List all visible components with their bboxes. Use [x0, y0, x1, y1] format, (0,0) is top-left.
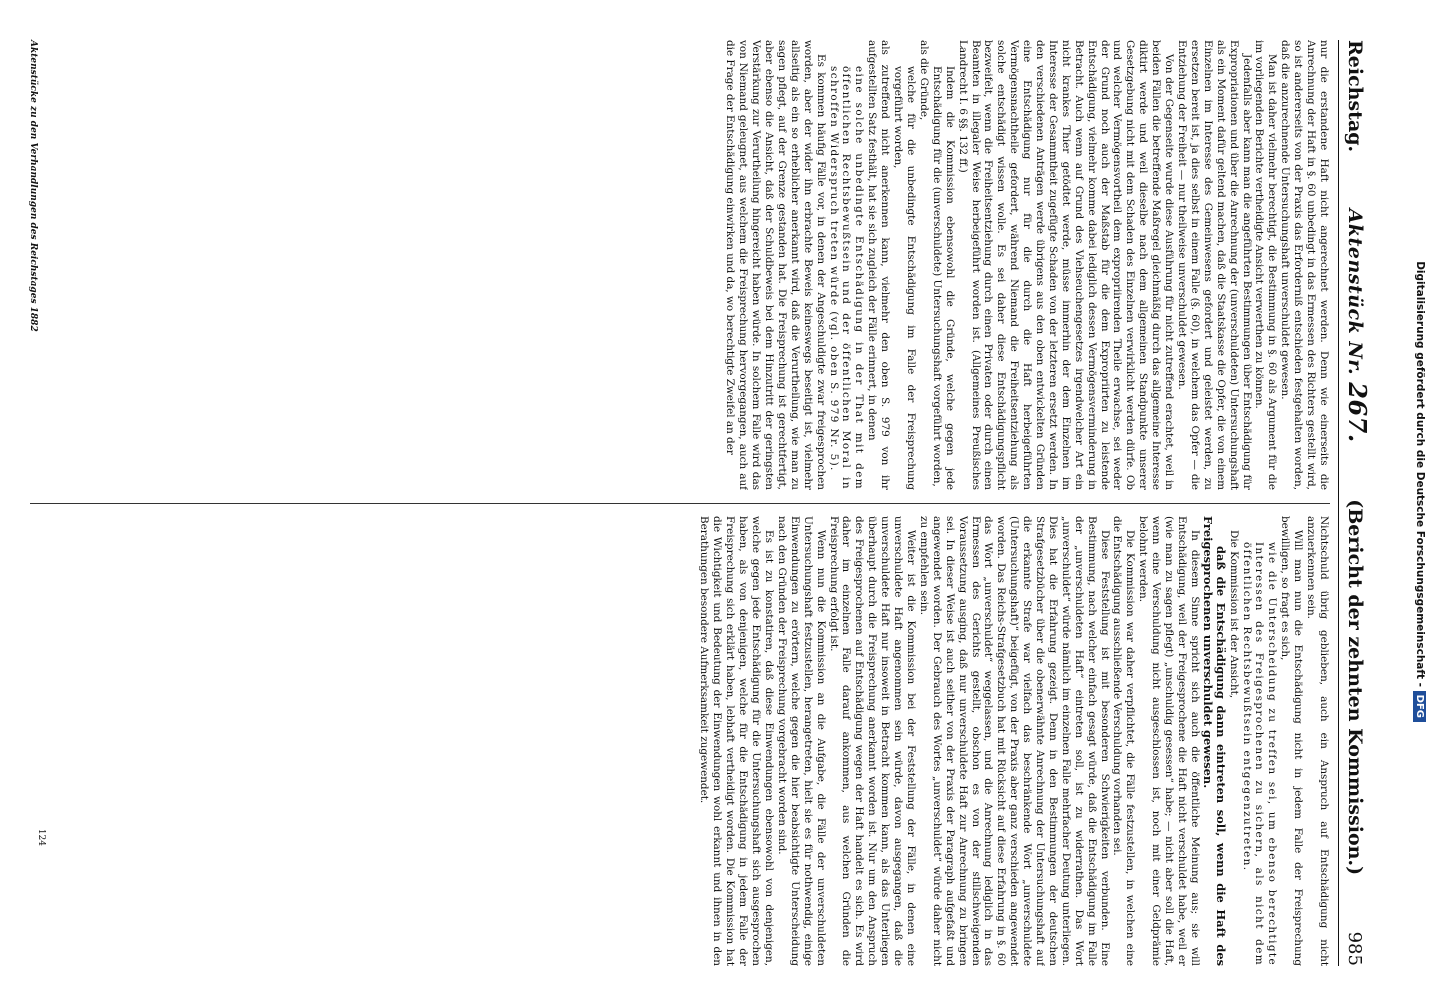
paragraph: Man ist daher vielmehr berechtigt, die Bestimmung in §. 60 als Argument für die im vorliegenden Berichte vertheidigte Ansicht verwerthen zu können.: [1253, 40, 1279, 490]
right-column: [30, 516, 1330, 966]
page-header: [1338, 40, 1372, 966]
paragraph: Diese Feststellung ist mit besonderen Schwierigkeiten verbunden. Eine Bestimmung, nach welcher einfach gesagt würde, daß die Entschädigung im Falle der „unverschuldeten Haft“ eintreten soll, ist zu widerrathen. Das Wort „unverschuldet“ würde nämlich im einzelnen Falle mehrfacher Deutung unterliegen. Dies hat die Erfahrung gezeigt. Denn in den Bestimmungen der deutschen Strafgesetzbücher über die obenerwähnte Anrechnung der Untersuchungshaft auf die erkannte Strafe war vielfach das beschränkende Wort „unverschuldete (Untersuchungshaft)“ beigefügt, von der Praxis aber ganz verschieden angewendet worden. Das Reichs-Strafgesetzbuch hat mit Rücksicht auf diese Erfahrung in §. 60 das Wort „unverschuldet“ weggelassen, und die Anrechnung lediglich in das Ermessen des Gerichts gestellt, obschon es von der stillschweigenden Voraussetzung ausging, daß nur unverschuldete Haft zur Anrechnung zu bringen sei. In dieser Weise ist auch seither von der Praxis der Paragraph aufgefaßt und angewendet worden. Der Gebrauch des Wortes „unverschuldet“ würde daher nicht zu empfehlen sein.: [917, 516, 1111, 966]
digitization-credit: [1410, 6, 1430, 726]
paragraph: nur die erstandene Haft nicht angerechnet werden. Denn wie einerseits die Anrechnung der Haft in §. 60 unbedingt in das Ermessen des Richters gestellt wird, so ist andererseits von der Praxis das Erforderniß entschieden festgehalten worden, daß die anzurechnende Untersuchungshaft unverschuldet gewesen.: [1279, 40, 1330, 490]
paragraph: eine solche unbedingte Entschädigung in der That mit dem öffentlichen Rechtsbewußtsein und der öffentlichen Moral in schroffen Widerspruch treten würde (vgl. oben S. 979 Nr. 5).: [827, 66, 866, 490]
page-number: 985: [1344, 931, 1365, 966]
footer-note: Aktenstücke zu den Verhandlungen des Reichstages 1882: [28, 40, 38, 332]
paragraph: Es ist zu konstatiren, daß diese Einwendungen ebensowohl von denjenigen, welche gegen jede Entschädigung für die Untersuchungshaft sich ausgesprochen haben, als von denjenigen, welche für die Entschädigung in jedem Falle der Freisprechung sich erklärt haben, lebhaft vertheidigt worden. Die Kommission hat die Wichtigkeit und Bedeutung der Einwendungen wohl erkannt und ihnen in den Berathungen besondere Aufmerksamkeit zugewendet.: [698, 516, 776, 966]
paragraph: Weiter ist die Kommission bei der Feststellung der Fälle, in denen eine unverschuldete Haft angenommen sein würde, davon ausgegangen, daß die unverschuldete Haft nur insoweit in Betracht kommen kann, als das Unterliegen überhaupt durch die Freisprechung anerkannt worden ist. Nur um den Anspruch des Freigesprochenen auf Entschädigung wegen der Haft handelt es sich. Es wird daher im einzelnen Falle darauf ankommen, aus welchen Gründen die Freisprechung erfolgt ist.: [827, 516, 917, 966]
paragraph-emphasis: daß die Entschädigung dann eintreten soll, wenn die Haft des Freigesprochenen unverschuldet gewesen.: [1200, 516, 1228, 966]
paragraph: Will man nun die Entschädigung nicht in jedem Falle der Freisprechung bewilligen, so fragt es sich,: [1279, 516, 1305, 966]
header-title: [1343, 209, 1372, 443]
paragraph: Jedenfalls aber kann man die angeführten Bestimmungen über Entschädigung für Expropriationen und über die Anrechnung der (unverschuldeten) Untersuchungshaft als ein Moment dafür geltend machen, daß die Staatskasse die Opfer, die von einem Einzelnen im Interesse des Gemeinwesens gefordert und geleistet werden, zu ersetzen bereit ist, ja dies selbst in einem Falle (§. 60), in welchem das Opfer — die Entziehung der Freiheit — nur theilweise unverschuldet gewesen.: [1176, 40, 1253, 490]
paragraph: Indem die Kommission ebensowohl die Gründe, welche gegen jede Entschädigung für die (unverschuldete) Untersuchungshaft vorgeführt worden,: [930, 66, 956, 490]
paragraph: Wenn nun die Kommission an die Aufgabe, die Fälle der unverschuldeten Untersuchungshaft festzustellen, herangetreten, hielt sie es für nothwendig, einige Einwendungen zu erörtern, welche gegen die hier beabsichtigte Unterscheidung nach den Gründen der Freisprechung vorgebracht worden sind.: [775, 516, 827, 966]
paragraph: Die Kommission war daher verpflichtet, die Fälle festzustellen, in welchen eine die Entschädigung ausschließende Verschuldung vorhanden sei.: [1111, 516, 1137, 966]
header-right: (Bericht der zehnten Kommission.): [1344, 499, 1366, 876]
digitization-note: Digitalisierung gefördert durch die Deutsche Forschungsgemeinschaft -: [1414, 261, 1426, 687]
paragraph: In diesem Sinne spricht sich auch die öffentliche Meinung aus; sie will Entschädigung, weil der Freigesprochene die Haft nicht verschuldet habe, weil er (wie man zu sagen pflegt) „unschuldig gesessen“ habe; — nicht aber soll die Haft, wenn eine Verschuldung nicht ausgeschlossen ist, noch mit einer Geldprämie belohnt werden.: [1137, 516, 1201, 966]
dfg-logo: DFG: [1413, 691, 1426, 722]
paragraph: wie die Unterscheidung zu treffen sei, um ebenso berechtigte Interessen des Freigesprochenen zu sichern, als nicht dem öffentlichen Rechtsbewußtsein entgegenzutreten.: [1240, 542, 1279, 966]
paragraph: als zutreffend nicht anerkennen kann, vielmehr den oben S. 979 von ihr aufgestellten Satz festhält, hat sie sich zugleich der Fälle erinnert, in denen: [866, 40, 892, 490]
paragraph: als die Gründe,: [917, 40, 930, 121]
paragraph: Die Kommission ist der Ansicht,: [1227, 530, 1240, 699]
paragraph: welche für die unbedingte Entschädigung im Falle der Freisprechung vorgeführt worden,: [892, 66, 917, 490]
paragraph: Es kommen häufig Fälle vor, in denen der Angeschuldigte zwar freigesprochen worden, aber der wider ihn erbrachte Beweis keineswegs beseitigt ist, vielmehr allseitig als ein so erheblicher anerkannt wird, daß die Verurtheilung, wie man zu sagen pflegt, auf der Grenze gestanden hat. Die Freisprechung ist gerechtfertigt, aber ebenso die Ansicht, daß der Schuldbeweis bei dem Hinzutritt der geringsten Verstärkung zur Verurtheilung hingereicht haben würde. In solchem Falle wird das von Niemand geleugnet, aus welchem die Freisprechung hervorgegangen, auch auf die Frage der Entschädigung einwirken und da, wo berechtigte Zweifel an der: [724, 40, 827, 490]
header-title-number: 267.: [1343, 382, 1372, 443]
paragraph: Nichtschuld übrig geblieben, auch ein Anspruch auf Entschädigung nicht anzuerkennen sein.: [1305, 516, 1330, 966]
left-column: [30, 40, 1330, 490]
header-left: Reichstag.: [1344, 40, 1366, 153]
text-columns: [30, 40, 1330, 966]
sheet-number: 124: [36, 828, 46, 846]
paragraph: Von der Gegenseite wurde diese Ausführung für nicht zutreffend erachtet, weil in beiden Fällen die betreffende Maßregel gleichmäßig durch das allgemeine Interesse diktirt werde und weil dieselbe nach dem allgemeinen Standpunkte unserer Gesetzgebung nicht mit dem Schaden des Einzelnen verwirklicht werden dürfe. Ob und welcher Vermögensvortheil dem expropriirenden Theile erwachse, sei weder der Grund noch auch der Maßstab für die dem Expropriirten zu leistende Entschädigung, vielmehr komme dabei lediglich dessen Vermögensverminderung in Betracht. Auch wenn auf Grund des Viehseuchengesetzes irgendwelcher Art ein nicht krankes Thier getödtet werde, müsse immerhin der dem Einzelnen im Interesse der Gesammtheit zugefügte Schaden von der letzteren ersetzt werden. In den verschiedenen Anträgen werde übrigens aus den oben entwickelten Gründen eine Entschädigung nur für die durch die Haft herbeigeführten Vermögensnachtheile gefordert, während Niemand die Freiheitsentziehung als solche entschädigt wissen wolle. Es sei daher diese Entschädigungspflicht bezweifelt, wenn die Freiheitsentziehung durch einen Privaten oder durch einen Beamten in illegaler Weise herbeigeführt worden ist. (Allgemeines Preußisches Landrecht I. 6 §§. 132 ff.): [956, 40, 1176, 490]
header-title-prefix: Aktenstück Nr.: [1344, 208, 1366, 376]
